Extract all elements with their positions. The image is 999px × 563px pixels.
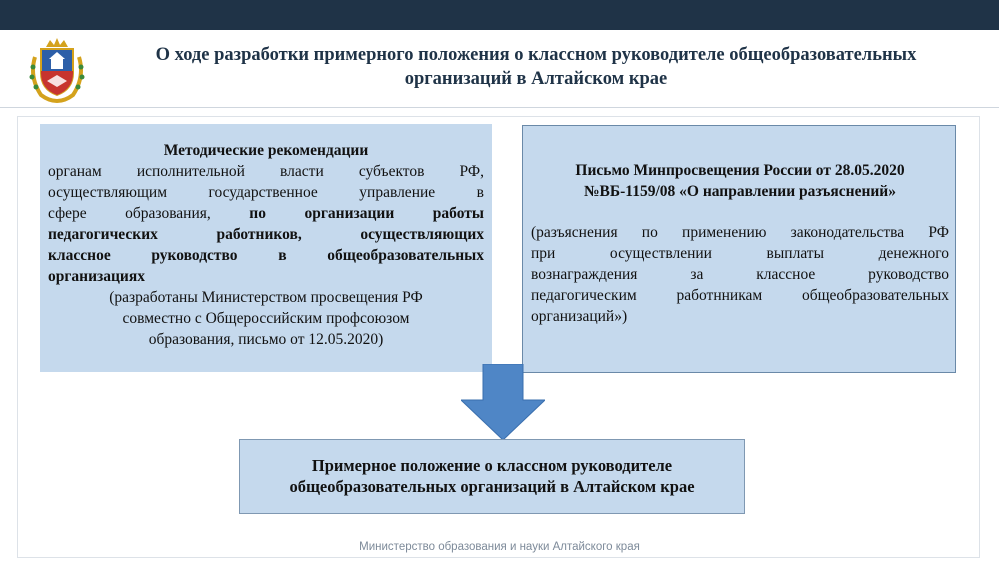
arrow-down-icon <box>461 364 545 440</box>
box-text-line: педагогическим работнникам общеобразовательных <box>531 287 949 304</box>
box-heading: №ВБ-1159/08 «О направлении разъяснений» <box>583 183 896 200</box>
title-line: организаций в Алтайском крае <box>404 69 668 89</box>
title-line: О ходе разработки примерного положения о классном руководителе общеобразовательных <box>155 45 917 65</box>
box-note-line: (разработаны Министерством просвещения РФ <box>109 289 423 306</box>
ministry-letter-box <box>522 125 956 373</box>
box-note-line: совместно с Общероссийским профсоюзом <box>122 310 410 327</box>
box-text-line <box>48 203 484 224</box>
box-text-line: осуществляющим государственное управление в <box>48 184 484 201</box>
box-text-line: организациях <box>48 268 145 285</box>
slide-footer: Министерство образования и науки Алтайского края <box>359 541 640 553</box>
spacer <box>531 202 949 222</box>
header-divider <box>0 107 999 108</box>
page-title <box>96 43 976 91</box>
box-heading: Письмо Минпросвещения России от 28.05.2020 <box>575 162 905 179</box>
slide-header <box>0 30 999 107</box>
model-regulation-box <box>239 439 745 514</box>
box-text-line: при осуществлении выплаты денежного <box>531 245 949 262</box>
presentation-slide <box>0 30 999 563</box>
methodical-recommendations-box <box>40 124 492 372</box>
window-top-bar <box>0 0 999 30</box>
altai-krai-coat-of-arms-icon <box>27 37 87 103</box>
box-text-line: (разъяснения по применению законодательства РФ <box>531 224 949 241</box>
box-text-line: организаций») <box>531 308 628 325</box>
box-text-line: классное руководство в общеобразовательных <box>48 247 484 264</box>
box-text-normal: сфере образования, <box>48 205 250 222</box>
box-note-line: образования, письмо от 12.05.2020) <box>148 331 384 348</box>
box-text-line: педагогических работников, осуществляющих <box>48 226 484 243</box>
box-text-bold: по организации работы <box>249 205 484 222</box>
box-text-line: общеобразовательных организаций в Алтайском крае <box>289 477 695 496</box>
box-text-line: Примерное положение о классном руководителе <box>311 456 673 475</box>
box-heading: Методические рекомендации <box>163 142 369 159</box>
box-text-line: вознаграждения за классное руководство <box>531 266 949 283</box>
box-text-line: органам исполнительной власти субъектов РФ, <box>48 163 484 180</box>
